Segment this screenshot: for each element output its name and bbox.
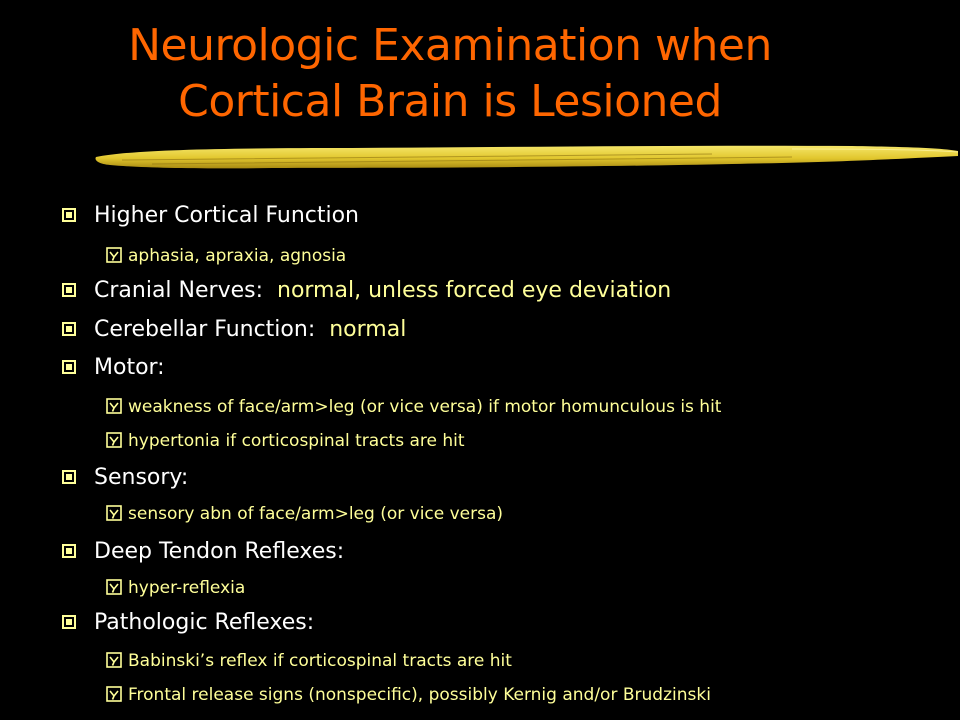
square-bullet-icon bbox=[62, 544, 76, 558]
item-text: sensory abn of face/arm>leg (or vice versa) bbox=[128, 504, 504, 524]
item-text: hyper-reflexia bbox=[128, 578, 246, 598]
title-line-1: Neurologic Examination when bbox=[128, 20, 772, 71]
square-bullet-icon bbox=[62, 283, 76, 297]
list-item bbox=[106, 397, 721, 417]
list-item bbox=[62, 203, 359, 228]
boxed-check-bullet-icon bbox=[106, 247, 122, 263]
item-detail: normal bbox=[329, 317, 407, 342]
item-label: Cranial Nerves: bbox=[94, 278, 263, 303]
boxed-check-bullet-icon bbox=[106, 505, 122, 521]
list-item bbox=[106, 651, 512, 671]
item-text: weakness of face/arm>leg (or vice versa) if motor homunculous is hit bbox=[128, 397, 722, 417]
list-item bbox=[62, 539, 344, 564]
item-label: Motor: bbox=[94, 355, 165, 380]
list-item bbox=[62, 465, 188, 490]
list-item bbox=[62, 610, 314, 635]
list-item bbox=[106, 685, 711, 705]
item-label: Pathologic Reflexes: bbox=[94, 610, 315, 635]
boxed-check-bullet-icon bbox=[106, 686, 122, 702]
item-detail: normal, unless forced eye deviation bbox=[277, 278, 672, 303]
item-label: Cerebellar Function: bbox=[94, 317, 316, 342]
brush-stroke-divider bbox=[92, 140, 960, 180]
square-bullet-icon bbox=[62, 360, 76, 374]
item-text: Frontal release signs (nonspecific), possibly Kernig and/or Brudzinski bbox=[128, 685, 711, 705]
item-text: aphasia, apraxia, agnosia bbox=[128, 246, 347, 266]
boxed-check-bullet-icon bbox=[106, 579, 122, 595]
list-item bbox=[106, 431, 465, 451]
slide-title bbox=[0, 18, 900, 130]
boxed-check-bullet-icon bbox=[106, 432, 122, 448]
title-line-2: Cortical Brain is Lesioned bbox=[178, 76, 722, 127]
list-item bbox=[62, 355, 165, 380]
list-item bbox=[62, 317, 406, 342]
square-bullet-icon bbox=[62, 208, 76, 222]
item-label: Sensory: bbox=[94, 465, 189, 490]
square-bullet-icon bbox=[62, 615, 76, 629]
list-item bbox=[106, 246, 346, 266]
item-text: Babinski’s reflex if corticospinal tracts are hit bbox=[128, 651, 512, 671]
item-text: hypertonia if corticospinal tracts are hit bbox=[128, 431, 465, 451]
boxed-check-bullet-icon bbox=[106, 398, 122, 414]
list-item bbox=[106, 504, 503, 524]
item-label: Higher Cortical Function bbox=[94, 203, 359, 228]
square-bullet-icon bbox=[62, 322, 76, 336]
list-item bbox=[106, 578, 245, 598]
item-label: Deep Tendon Reflexes: bbox=[94, 539, 345, 564]
list-item bbox=[62, 278, 671, 303]
square-bullet-icon bbox=[62, 470, 76, 484]
boxed-check-bullet-icon bbox=[106, 652, 122, 668]
